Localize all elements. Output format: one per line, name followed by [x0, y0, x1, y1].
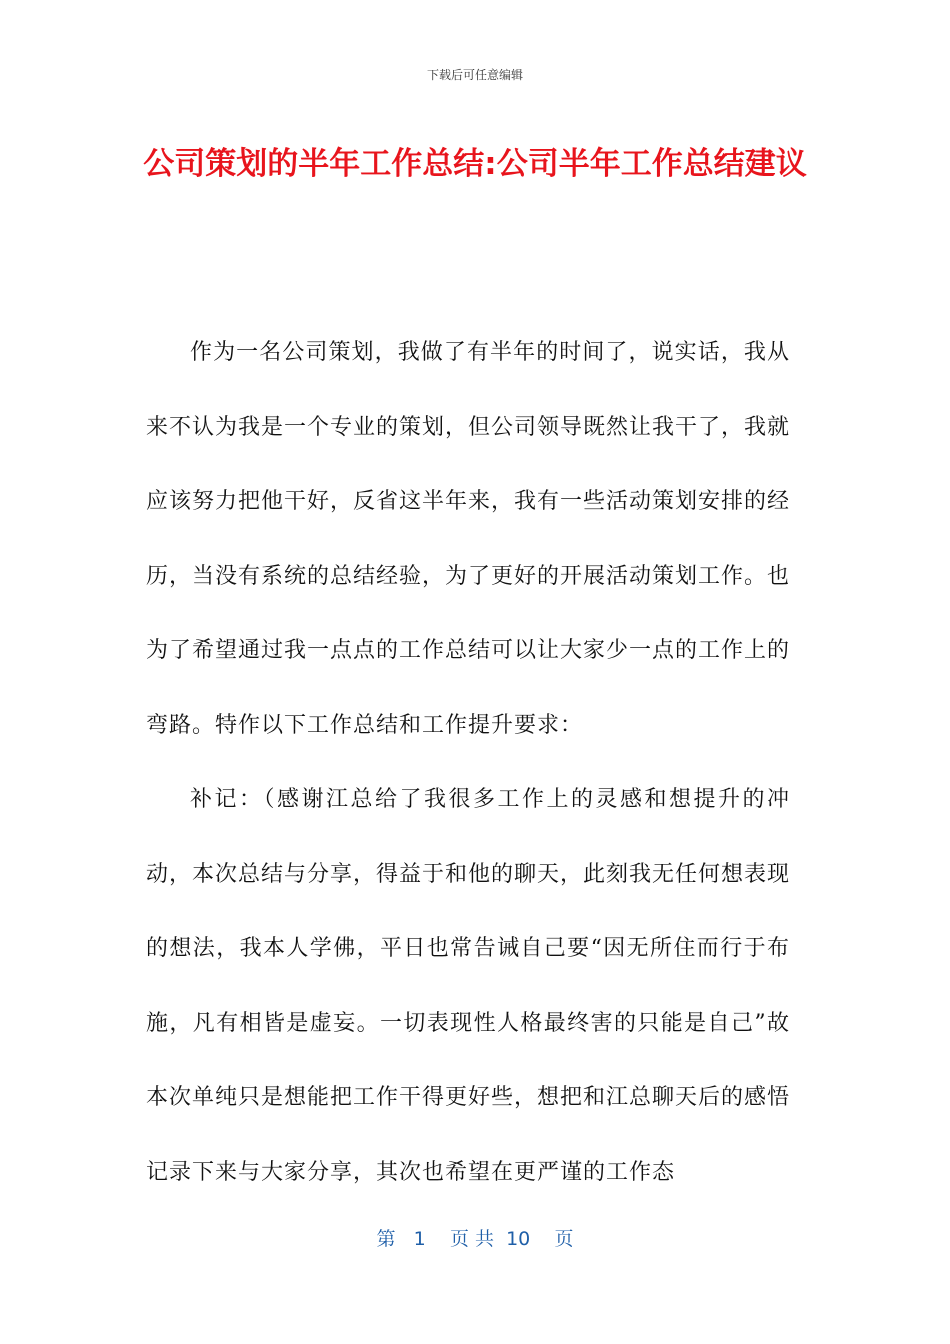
body-paragraph: 作为一名公司策划，我做了有半年的时间了，说实话，我从来不认为我是一个专业的策划，但公司领导既然让我干了，我就应该努力把他干好，反省这半年来，我有一些活动策划安排的经历，当没有系统的总结经验，为了更好的开展活动策划工作。也为了希望通过我一点点的工作总结可以让大家少一点的工作上的弯路。特作以下工作总结和工作提升要求：: [146, 340, 791, 738]
page-number: 1: [413, 1228, 426, 1250]
total-pages: 10: [506, 1228, 531, 1250]
body-paragraph: 补记：（感谢江总给了我很多工作上的灵感和想提升的冲动，本次总结与分享，得益于和他的聊天，此刻我无任何想表现的想法，我本人学佛，平日也常告诫自己要“因无所住而行于布施，凡有相皆是虚妄。一切表现性人格最终害的只能是自己”故本次单纯只是想能把工作干得更好些，想把和江总聊天后的感悟记录下来与大家分享，其次也希望在更严谨的工作态: [146, 787, 791, 1185]
page-suffix: 页: [554, 1228, 574, 1250]
document-body: [146, 316, 790, 1210]
page-prefix: 第: [376, 1228, 396, 1250]
page-footer: [0, 1224, 950, 1251]
document-title: 公司策划的半年工作总结:公司半年工作总结建议: [143, 146, 807, 182]
page-middle: 页 共: [449, 1228, 494, 1250]
header-note: 下载后可任意编辑: [426, 68, 523, 82]
